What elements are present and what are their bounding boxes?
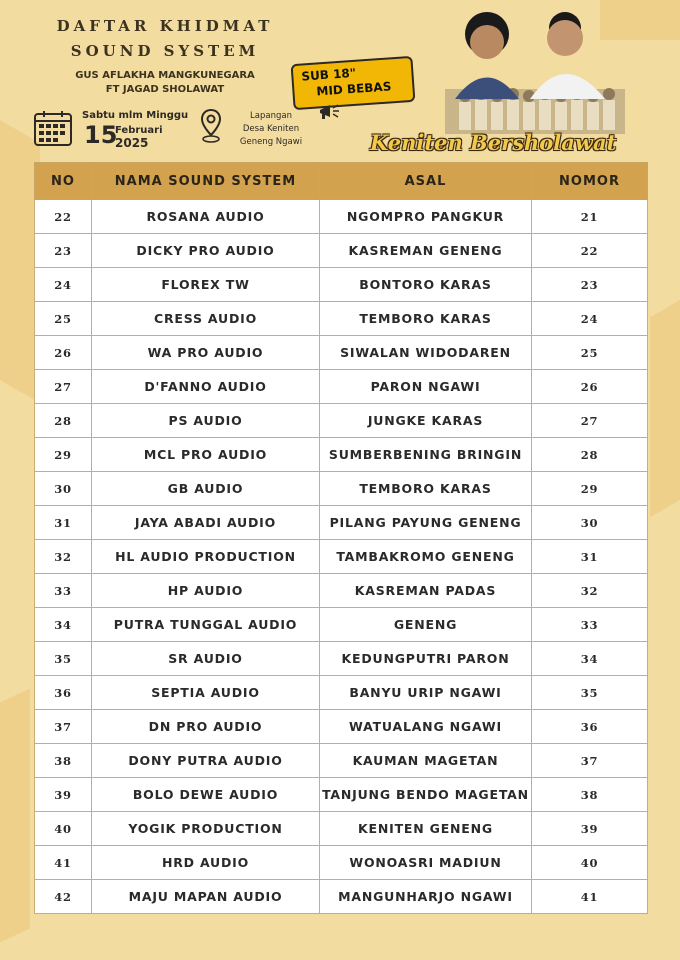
- row-sound-system-name: SEPTIA AUDIO: [92, 676, 320, 710]
- header: [0, 0, 680, 160]
- subtitle-line-1: GUS AFLAKHA MANGKUNEGARA: [75, 70, 255, 81]
- row-number: 28: [532, 438, 648, 472]
- table-row: [35, 540, 648, 574]
- decorative-shape: [0, 688, 30, 951]
- row-number: 41: [532, 880, 648, 914]
- title-line-1: DAFTAR KHIDMAT: [56, 17, 274, 35]
- row-no: 23: [35, 234, 92, 268]
- row-origin: KAUMAN MAGETAN: [320, 744, 532, 778]
- row-origin: KEDUNGPUTRI PARON: [320, 642, 532, 676]
- row-number: 25: [532, 336, 648, 370]
- row-origin: KASREMAN PADAS: [320, 574, 532, 608]
- row-sound-system-name: DN PRO AUDIO: [92, 710, 320, 744]
- row-origin: TANJUNG BENDO MAGETAN: [320, 778, 532, 812]
- row-number: 30: [532, 506, 648, 540]
- row-number: 27: [532, 404, 648, 438]
- row-origin: PILANG PAYUNG GENENG: [320, 506, 532, 540]
- row-no: 22: [35, 200, 92, 234]
- column-header-number: NOMOR: [532, 163, 648, 200]
- row-sound-system-name: HL AUDIO PRODUCTION: [92, 540, 320, 574]
- title-line-2: SOUND SYSTEM: [70, 42, 260, 60]
- row-no: 40: [35, 812, 92, 846]
- row-number: 24: [532, 302, 648, 336]
- row-sound-system-name: DONY PUTRA AUDIO: [92, 744, 320, 778]
- row-origin: SUMBERBENING BRINGIN: [320, 438, 532, 472]
- row-sound-system-name: CRESS AUDIO: [92, 302, 320, 336]
- table-row: [35, 710, 648, 744]
- row-no: 29: [35, 438, 92, 472]
- row-number: 38: [532, 778, 648, 812]
- row-sound-system-name: PS AUDIO: [92, 404, 320, 438]
- row-no: 38: [35, 744, 92, 778]
- row-origin: TAMBAKROMO GENENG: [320, 540, 532, 574]
- row-no: 31: [35, 506, 92, 540]
- decorative-shape: [650, 283, 680, 518]
- table-row: [35, 268, 648, 302]
- subtitle-line-2: FT JAGAD SHOLAWAT: [105, 84, 225, 95]
- megaphone-icon: [318, 102, 340, 122]
- table-row: [35, 744, 648, 778]
- row-sound-system-name: WA PRO AUDIO: [92, 336, 320, 370]
- date-number: 15: [84, 121, 118, 149]
- event-brand: Keniten Bersholawat: [370, 130, 617, 155]
- row-number: 21: [532, 200, 648, 234]
- row-sound-system-name: GB AUDIO: [92, 472, 320, 506]
- row-no: 42: [35, 880, 92, 914]
- row-sound-system-name: HRD AUDIO: [92, 846, 320, 880]
- sub-mid-sticker: [291, 56, 416, 110]
- row-no: 37: [35, 710, 92, 744]
- row-number: 40: [532, 846, 648, 880]
- date-year: 2025: [115, 136, 149, 150]
- table-row: [35, 404, 648, 438]
- row-number: 33: [532, 608, 648, 642]
- location-line-1: Lapangan: [250, 111, 292, 121]
- date-month: Februari: [115, 125, 163, 136]
- row-origin: TEMBORO KARAS: [320, 472, 532, 506]
- table-row: [35, 438, 648, 472]
- table-row: [35, 200, 648, 234]
- row-no: 30: [35, 472, 92, 506]
- row-origin: WONOASRI MADIUN: [320, 846, 532, 880]
- row-number: 36: [532, 710, 648, 744]
- column-header-origin: ASAL: [320, 163, 532, 200]
- row-origin: NGOMPRO PANGKUR: [320, 200, 532, 234]
- sound-system-table: [34, 162, 648, 914]
- row-no: 41: [35, 846, 92, 880]
- row-sound-system-name: YOGIK PRODUCTION: [92, 812, 320, 846]
- row-no: 26: [35, 336, 92, 370]
- row-no: 35: [35, 642, 92, 676]
- table-header-row: [35, 163, 648, 200]
- table-row: [35, 676, 648, 710]
- table-row: [35, 234, 648, 268]
- table-row: [35, 880, 648, 914]
- row-number: 29: [532, 472, 648, 506]
- row-no: 25: [35, 302, 92, 336]
- row-origin: SIWALAN WIDODAREN: [320, 336, 532, 370]
- row-origin: TEMBORO KARAS: [320, 302, 532, 336]
- location-line-3: Geneng Ngawi: [239, 137, 303, 147]
- row-origin: MANGUNHARJO NGAWI: [320, 880, 532, 914]
- table-row: [35, 506, 648, 540]
- table-row: [35, 608, 648, 642]
- row-no: 34: [35, 608, 92, 642]
- sticker-line-1: SUB 18": [300, 65, 357, 84]
- row-no: 39: [35, 778, 92, 812]
- column-header-no: NO: [35, 163, 92, 200]
- table-row: [35, 846, 648, 880]
- row-no: 33: [35, 574, 92, 608]
- row-origin: KASREMAN GENENG: [320, 234, 532, 268]
- row-number: 34: [532, 642, 648, 676]
- row-sound-system-name: ROSANA AUDIO: [92, 200, 320, 234]
- row-number: 23: [532, 268, 648, 302]
- row-no: 36: [35, 676, 92, 710]
- table-row: [35, 574, 648, 608]
- table-row: [35, 370, 648, 404]
- table-body: [35, 200, 648, 914]
- row-origin: KENITEN GENENG: [320, 812, 532, 846]
- row-number: 31: [532, 540, 648, 574]
- row-origin: JUNGKE KARAS: [320, 404, 532, 438]
- row-number: 35: [532, 676, 648, 710]
- row-number: 22: [532, 234, 648, 268]
- row-number: 37: [532, 744, 648, 778]
- calendar-icon: [34, 110, 72, 146]
- row-sound-system-name: FLOREX TW: [92, 268, 320, 302]
- table-row: [35, 336, 648, 370]
- row-sound-system-name: PUTRA TUNGGAL AUDIO: [92, 608, 320, 642]
- row-number: 26: [532, 370, 648, 404]
- table-row: [35, 302, 648, 336]
- row-origin: BONTORO KARAS: [320, 268, 532, 302]
- table-row: [35, 778, 648, 812]
- column-header-name: NAMA SOUND SYSTEM: [92, 163, 320, 200]
- table-row: [35, 812, 648, 846]
- row-origin: WATUALANG NGAWI: [320, 710, 532, 744]
- row-sound-system-name: MAJU MAPAN AUDIO: [92, 880, 320, 914]
- row-number: 39: [532, 812, 648, 846]
- table-row: [35, 472, 648, 506]
- date-day: Sabtu mlm Minggu: [82, 110, 189, 121]
- row-no: 24: [35, 268, 92, 302]
- row-number: 32: [532, 574, 648, 608]
- row-sound-system-name: JAYA ABADI AUDIO: [92, 506, 320, 540]
- row-sound-system-name: MCL PRO AUDIO: [92, 438, 320, 472]
- row-origin: BANYU URIP NGAWI: [320, 676, 532, 710]
- sticker-line-2: MID BEBAS: [316, 79, 392, 99]
- row-sound-system-name: D'FANNO AUDIO: [92, 370, 320, 404]
- row-origin: PARON NGAWI: [320, 370, 532, 404]
- row-sound-system-name: HP AUDIO: [92, 574, 320, 608]
- performers-photo: [445, 4, 625, 134]
- location-line-2: Desa Keniten: [242, 124, 300, 134]
- row-no: 32: [35, 540, 92, 574]
- row-origin: GENENG: [320, 608, 532, 642]
- row-sound-system-name: DICKY PRO AUDIO: [92, 234, 320, 268]
- location-pin-icon: [200, 108, 222, 144]
- row-sound-system-name: BOLO DEWE AUDIO: [92, 778, 320, 812]
- row-no: 28: [35, 404, 92, 438]
- row-sound-system-name: SR AUDIO: [92, 642, 320, 676]
- table-row: [35, 642, 648, 676]
- row-no: 27: [35, 370, 92, 404]
